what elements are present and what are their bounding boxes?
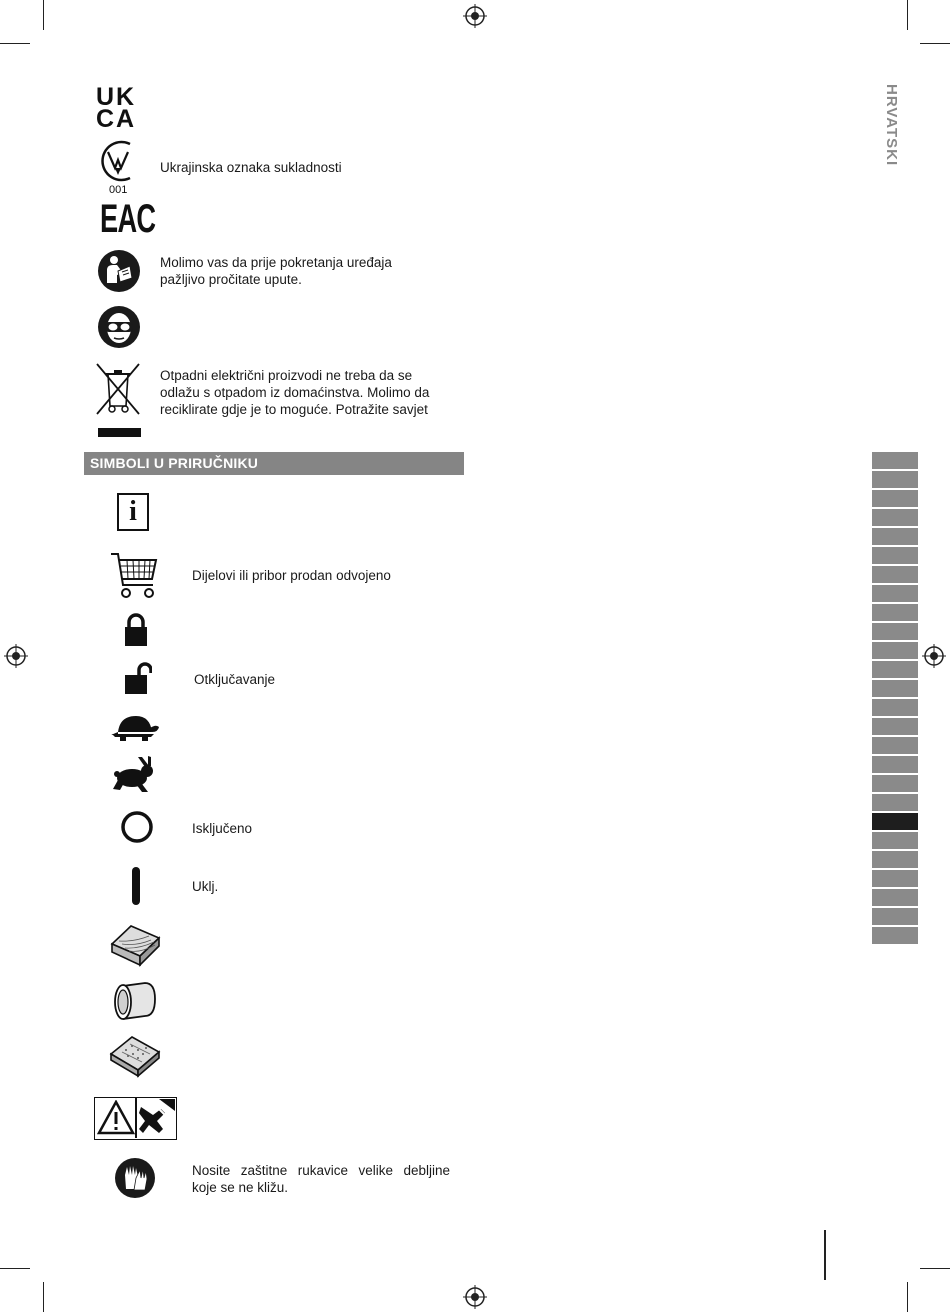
- cart-text: Dijelovi ili pribor prodan odvojeno: [192, 568, 391, 583]
- language-tab: [872, 813, 918, 830]
- language-tab: [872, 889, 918, 906]
- language-tab: [872, 604, 918, 621]
- off-circle-icon: [120, 810, 154, 844]
- crop-mark: [43, 1282, 44, 1312]
- language-tab: [872, 509, 918, 526]
- on-text: Uklj.: [192, 879, 219, 894]
- ukca-line-2: CA: [96, 105, 137, 133]
- crop-mark: [907, 0, 908, 30]
- warning-hand-hazard-icon: [94, 1097, 177, 1140]
- shopping-cart-icon: [109, 551, 159, 599]
- turtle-slow-icon: [110, 712, 160, 742]
- language-tab: [872, 661, 918, 678]
- read-manual-icon: [97, 249, 141, 293]
- crop-mark: [0, 43, 30, 44]
- safety-goggles-icon: [97, 305, 141, 349]
- crop-mark: [920, 1268, 950, 1269]
- language-tab: [872, 699, 918, 716]
- language-tab: [872, 870, 918, 887]
- on-line-icon: [132, 867, 140, 905]
- ukrainian-conformity-mark-icon: [96, 138, 140, 184]
- read-manual-text: [160, 254, 392, 288]
- language-tab: [872, 832, 918, 849]
- registration-mark-icon: [463, 4, 487, 28]
- language-tabs: [872, 452, 918, 946]
- weee-text: [160, 367, 429, 418]
- info-glyph: i: [129, 496, 137, 527]
- registration-mark-icon: [4, 644, 28, 668]
- wood-block-icon: [109, 922, 161, 968]
- language-tab: [872, 471, 918, 488]
- language-tab: [872, 642, 918, 659]
- registration-mark-icon: [463, 1285, 487, 1309]
- info-icon: [117, 493, 149, 531]
- section-title: SIMBOLI U PRIRUČNIKU: [84, 452, 464, 475]
- weee-bin-icon: [94, 362, 142, 440]
- lock-closed-icon: [124, 613, 148, 647]
- language-tab: [872, 547, 918, 564]
- crop-mark: [0, 1268, 30, 1269]
- rabbit-fast-icon: [112, 756, 158, 794]
- registration-mark-icon: [922, 644, 946, 668]
- language-tab: [872, 680, 918, 697]
- language-tab: [872, 794, 918, 811]
- off-text: Isključeno: [192, 821, 253, 836]
- language-tab: [872, 528, 918, 545]
- read-manual-line-2: pažljivo pročitate upute.: [160, 272, 302, 287]
- language-label: HRVATSKI: [883, 84, 900, 167]
- eac-mark-icon: EAC: [100, 197, 156, 241]
- language-tab: [872, 585, 918, 602]
- language-tab: [872, 927, 918, 944]
- tile-icon: [108, 1034, 162, 1080]
- weee-line-1: Otpadni električni proizvodi ne treba da se: [160, 368, 413, 383]
- language-tab: [872, 908, 918, 925]
- gloves-icon: [114, 1157, 156, 1199]
- weee-line-2: odlažu s otpadom iz domaćinstva. Molimo da: [160, 385, 430, 400]
- unlock-text: Otključavanje: [194, 672, 276, 687]
- weee-line-3: reciklirate gdje je to moguće. Potražite savjet: [160, 402, 428, 417]
- gloves-text: [192, 1162, 450, 1196]
- language-tab: [872, 490, 918, 507]
- language-tab: [872, 452, 918, 469]
- language-tab: [872, 737, 918, 754]
- language-tab: [872, 851, 918, 868]
- crop-mark: [920, 43, 950, 44]
- gloves-line-1: Nosite zaštitne rukavice velike debljine: [192, 1163, 450, 1178]
- crop-mark: [43, 0, 44, 30]
- hand-cut-icon: [137, 1099, 175, 1137]
- ukrainian-mark-code: 001: [109, 184, 128, 196]
- read-manual-line-1: Molimo vas da prije pokretanja uređaja: [160, 255, 392, 270]
- gloves-line-2: koje se ne kližu.: [192, 1180, 289, 1195]
- language-tab: [872, 756, 918, 773]
- ukca-mark-icon: [96, 83, 142, 134]
- ukrainian-mark-text: Ukrajinska oznaka sukladnosti: [160, 160, 342, 175]
- crop-mark: [907, 1282, 908, 1312]
- page-edge-line: [824, 1230, 826, 1280]
- language-tab: [872, 718, 918, 735]
- language-tab: [872, 566, 918, 583]
- lock-open-icon: [124, 661, 152, 695]
- language-tab: [872, 623, 918, 640]
- language-tab: [872, 775, 918, 792]
- ukca-line-1: UK: [96, 83, 137, 111]
- warning-triangle-icon: [97, 1100, 135, 1136]
- pipe-icon: [113, 980, 159, 1022]
